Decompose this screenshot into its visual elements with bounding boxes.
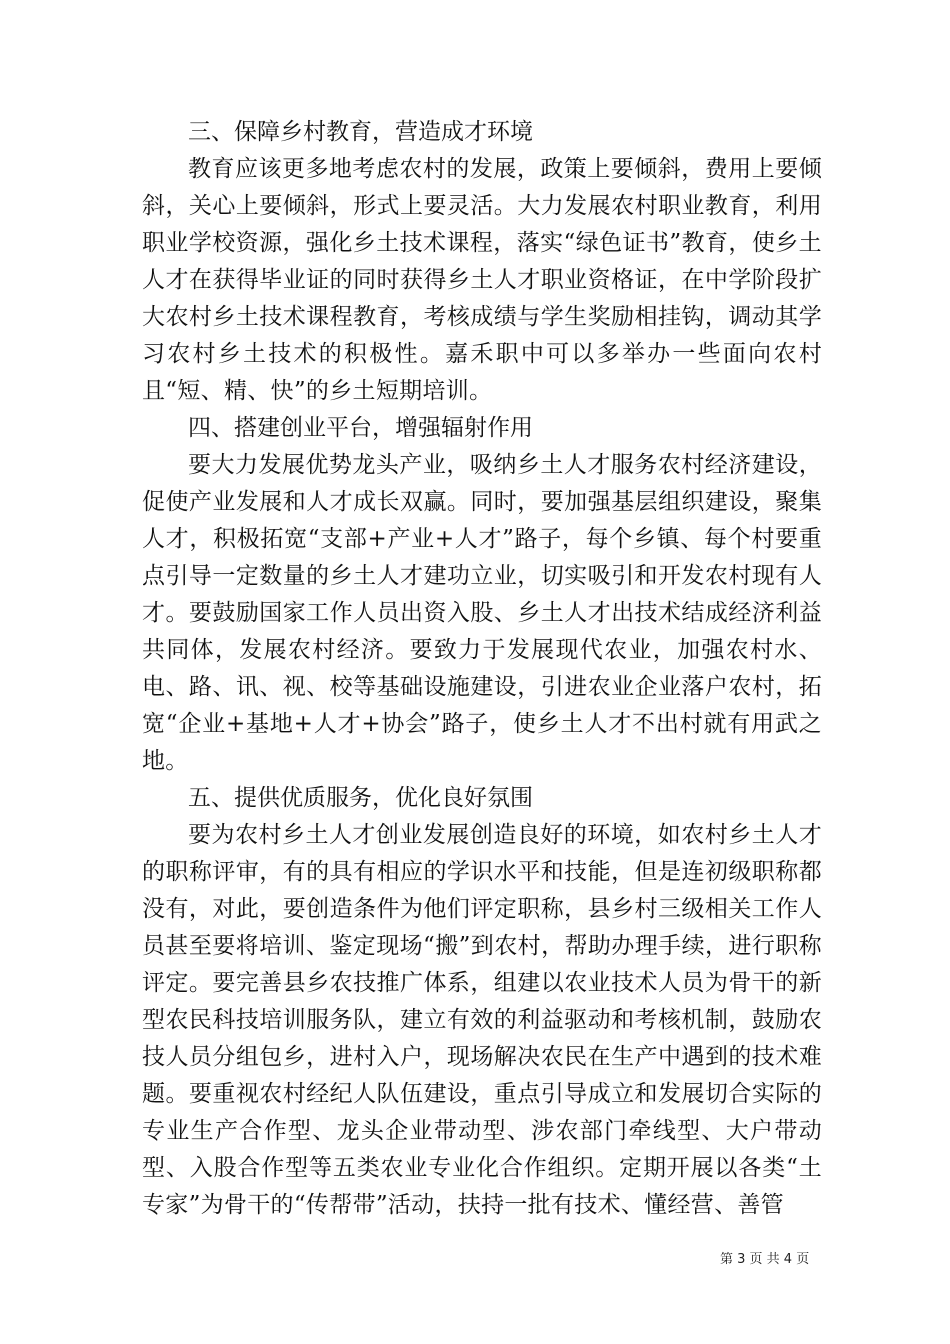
section-heading-3: 三、保障乡村教育，营造成才环境: [188, 119, 533, 145]
section-heading-5: 五、提供优质服务，优化良好氛围: [188, 785, 533, 811]
section-paragraph-4: 要大力发展优势龙头产业，吸纳乡土人才服务农村经济建设，促使产业发展和人才成长双赢。同时，要加强基层组织建设，聚集人才，积极拓宽“支部+产业+人才”路子，每个乡镇、每个村要重点引导一定数量的乡土人才建功立业，切实吸引和开发农村现有人才。要鼓励国家工作人员出资入股、乡土人才出技术结成经济利益共同体，发展农村经济。要致力于发展现代农业，加强农村水、电、路、讯、视、校等基础设施建设，引进农业企业落户农村，拓宽“企业+基地+人才+协会”路子，使乡土人才不出村就有用武之地。: [142, 452, 822, 774]
section-paragraph-5: 要为农村乡土人才创业发展创造良好的环境，如农村乡土人才的职称评审，有的具有相应的学识水平和技能，但是连初级职称都没有，对此，要创造条件为他们评定职称，县乡村三级相关工作人员甚至要将培训、鉴定现场“搬”到农村，帮助办理手续，进行职称评定。要完善县乡农技推广体系，组建以农业技术人员为骨干的新型农民科技培训服务队，建立有效的利益驱动和考核机制，鼓励农技人员分组包乡，进村入户，现场解决农民在生产中遇到的技术难题。要重视农村经纪人队伍建设，重点引导成立和发展切合实际的专业生产合作型、龙头企业带动型、涉农部门牵线型、大户带动型、入股合作型等五类农业专业化合作组织。定期开展以各类“土专家”为骨干的“传帮带”活动，扶持一批有技术、懂经营、善管: [142, 822, 822, 1218]
section-heading-4: 四、搭建创业平台，增强辐射作用: [188, 415, 533, 441]
section-paragraph-3: 教育应该更多地考虑农村的发展，政策上要倾斜，费用上要倾斜，关心上要倾斜，形式上要灵活。大力发展农村职业教育，利用职业学校资源，强化乡土技术课程，落实“绿色证书”教育，使乡土人才在获得毕业证的同时获得乡土人才职业资格证，在中学阶段扩大农村乡土技术课程教育，考核成绩与学生奖励相挂钩，调动其学习农村乡土技术的积极性。嘉禾职中可以多举办一些面向农村且“短、精、快”的乡土短期培训。: [142, 156, 822, 404]
document-body: [142, 114, 822, 1224]
page-number-footer: 第 3 页 共 4 页: [720, 1252, 810, 1267]
